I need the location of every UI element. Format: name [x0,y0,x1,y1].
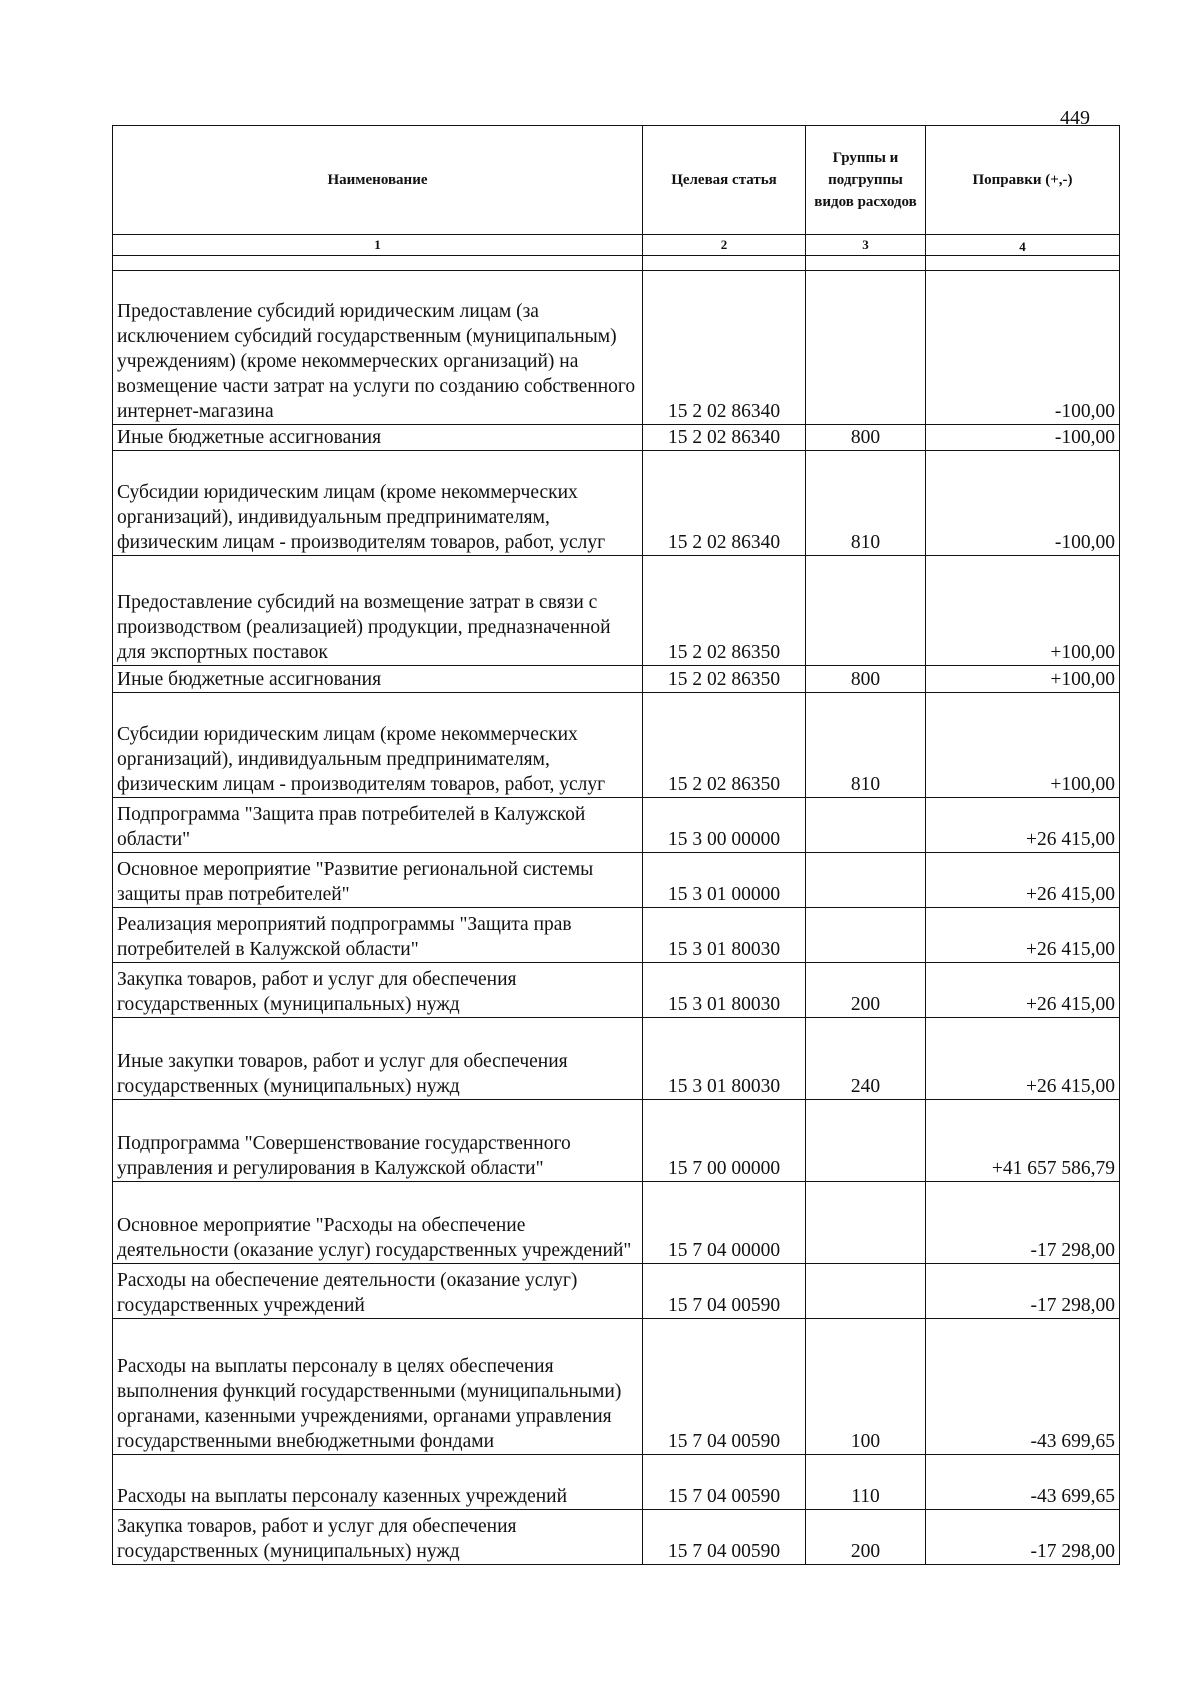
row-group: 240 [806,1018,926,1100]
table-row [113,1455,1120,1510]
row-name: Предоставление субсидий на возмещение затрат в связи с производством (реализацией) продукции, предназначенной для экспортных поставок [113,556,643,666]
row-group: 110 [806,1455,926,1510]
row-amount: -43 699,65 [926,1319,1120,1455]
table-row [113,853,1120,908]
row-code: 15 2 02 86340 [643,425,806,451]
row-code: 15 2 02 86350 [643,693,806,798]
row-group: 100 [806,1319,926,1455]
row-code: 15 2 02 86350 [643,666,806,693]
column-number-row [113,235,1120,256]
row-code: 15 7 04 00590 [643,1264,806,1319]
row-code: 15 3 01 80030 [643,908,806,963]
row-name: Закупка товаров, работ и услуг для обеспечения государственных (муниципальных) нужд [113,963,643,1018]
row-amount: -43 699,65 [926,1455,1120,1510]
row-code: 15 3 01 00000 [643,853,806,908]
row-name: Подпрограмма "Защита прав потребителей в Калужской области" [113,798,643,853]
row-amount: +26 415,00 [926,1018,1120,1100]
row-code: 15 3 01 80030 [643,1018,806,1100]
row-amount: +100,00 [926,666,1120,693]
table-row [113,1018,1120,1100]
row-code: 15 2 02 86340 [643,271,806,425]
row-group [806,1182,926,1264]
row-code: 15 7 04 00000 [643,1182,806,1264]
row-code: 15 7 04 00590 [643,1319,806,1455]
row-group [806,908,926,963]
row-amount: -100,00 [926,425,1120,451]
row-group [806,1100,926,1182]
row-name: Иные бюджетные ассигнования [113,666,643,693]
row-amount: +26 415,00 [926,853,1120,908]
row-code: 15 3 01 80030 [643,963,806,1018]
table-row [113,1100,1120,1182]
column-number: 2 [643,235,806,256]
row-name: Субсидии юридическим лицам (кроме некоммерческих организаций), индивидуальным предпринимателям, физическим лицам - производителям товаров, работ, услуг [113,451,643,556]
row-code: 15 7 00 00000 [643,1100,806,1182]
row-code: 15 7 04 00590 [643,1510,806,1565]
header-code: Целевая статья [643,126,806,235]
row-code: 15 3 00 00000 [643,798,806,853]
row-code: 15 7 04 00590 [643,1455,806,1510]
row-amount: +100,00 [926,693,1120,798]
table-row [113,1264,1120,1319]
table-row [113,963,1120,1018]
row-name: Расходы на выплаты персоналу казенных учреждений [113,1455,643,1510]
table-row [113,693,1120,798]
table-row [113,451,1120,556]
table-row [113,556,1120,666]
row-name: Закупка товаров, работ и услуг для обеспечения государственных (муниципальных) нужд [113,1510,643,1565]
row-name: Субсидии юридическим лицам (кроме некоммерческих организаций), индивидуальным предпринимателям, физическим лицам - производителям товаров, работ, услуг [113,693,643,798]
table-row [113,271,1120,425]
row-group: 200 [806,963,926,1018]
row-name: Расходы на выплаты персоналу в целях обеспечения выполнения функций государственными (муниципальными) органами, казенными учреждениями, органами управления государственными внебюджетными фондами [113,1319,643,1455]
row-name: Подпрограмма "Совершенствование государственного управления и регулирования в Калужской области" [113,1100,643,1182]
row-name: Расходы на обеспечение деятельности (оказание услуг) государственных учреждений [113,1264,643,1319]
row-amount: -17 298,00 [926,1264,1120,1319]
table-row [113,1319,1120,1455]
row-name: Основное мероприятие "Развитие региональной системы защиты прав потребителей" [113,853,643,908]
row-group: 800 [806,666,926,693]
row-group: 810 [806,451,926,556]
table-row [113,908,1120,963]
row-name: Предоставление субсидий юридическим лицам (за исключением субсидий государственным (муниципальным) учреждениям) (кроме некоммерческих организаций) на возмещение части затрат на услуги по созданию собственного интернет-магазина [113,271,643,425]
row-name: Основное мероприятие "Расходы на обеспечение деятельности (оказание услуг) государственных учреждений" [113,1182,643,1264]
table-row [113,666,1120,693]
column-number: 1 [113,235,643,256]
row-amount: -17 298,00 [926,1182,1120,1264]
table-row [113,1510,1120,1565]
row-amount: +26 415,00 [926,908,1120,963]
row-amount: -17 298,00 [926,1510,1120,1565]
table-row [113,798,1120,853]
row-code: 15 2 02 86340 [643,451,806,556]
table-row [113,1182,1120,1264]
row-amount: -100,00 [926,451,1120,556]
row-group [806,798,926,853]
row-group [806,556,926,666]
row-amount: +26 415,00 [926,798,1120,853]
header-row [113,126,1120,235]
row-name: Реализация мероприятий подпрограммы "Защита прав потребителей в Калужской области" [113,908,643,963]
row-name: Иные закупки товаров, работ и услуг для обеспечения государственных (муниципальных) нужд [113,1018,643,1100]
column-number: 3 [806,235,926,256]
spacer-row [113,256,1120,271]
table-row [113,425,1120,451]
row-group: 810 [806,693,926,798]
row-group: 800 [806,425,926,451]
row-name: Иные бюджетные ассигнования [113,425,643,451]
row-group [806,271,926,425]
row-amount: -100,00 [926,271,1120,425]
row-code: 15 2 02 86350 [643,556,806,666]
page-number: 449 [1060,107,1090,129]
row-amount: +41 657 586,79 [926,1100,1120,1182]
row-amount: +26 415,00 [926,963,1120,1018]
row-group [806,853,926,908]
row-amount: +100,00 [926,556,1120,666]
header-group: Группы и подгруппы видов расходов [806,126,926,235]
budget-table [112,125,1120,1565]
row-group: 200 [806,1510,926,1565]
header-name: Наименование [113,126,643,235]
column-number: 4 [926,235,1120,256]
row-group [806,1264,926,1319]
header-amount: Поправки (+,-) [926,126,1120,235]
